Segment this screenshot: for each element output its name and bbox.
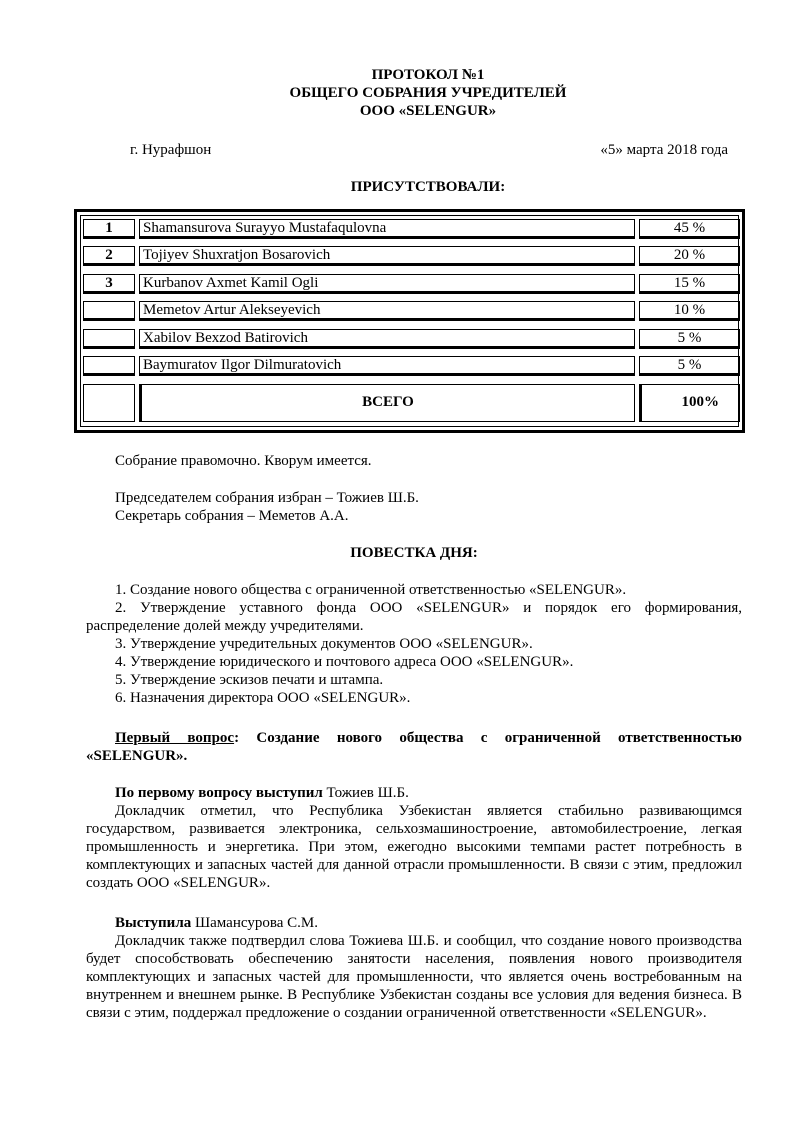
agenda-heading: ПОВЕСТКА ДНЯ: xyxy=(350,545,478,561)
quorum-text: Собрание правомочно. Кворум имеется. xyxy=(115,453,372,469)
secretary-text: Секретарь собрания – Меметов А.А. xyxy=(115,508,349,524)
participant-number: 3 xyxy=(83,274,135,294)
participant-name: Xabilov Bexzod Batirovich xyxy=(139,329,635,349)
participant-share: 20 % xyxy=(639,246,740,266)
agenda-item: 4. Утверждение юридического и почтового адреса ООО «SELENGUR». xyxy=(115,654,574,670)
table-row xyxy=(83,246,736,266)
participant-number: 1 xyxy=(83,219,135,239)
participant-name: Kurbanov Axmet Kamil Ogli xyxy=(139,274,635,294)
total-share: 100% xyxy=(639,384,740,422)
participant-name: Tojiyev Shuxratjon Bosarovich xyxy=(139,246,635,266)
total-number-cell xyxy=(83,384,135,422)
agenda-item: 3. Утверждение учредительных документов ООО «SELENGUR». xyxy=(115,636,533,652)
participant-number xyxy=(83,329,135,349)
participant-name: Shamansurova Surayyo Mustafaqulovna xyxy=(139,219,635,239)
participant-share: 5 % xyxy=(639,356,740,376)
agenda-item: 6. Назначения директора ООО «SELENGUR». xyxy=(115,690,411,706)
first-question xyxy=(86,729,742,765)
table-row xyxy=(83,301,736,321)
speaker1-name: Тожиев Ш.Б. xyxy=(322,785,409,801)
participant-number xyxy=(83,356,135,376)
participants-table xyxy=(74,209,745,433)
first-question-label: Первый вопрос xyxy=(115,730,235,746)
participant-share: 45 % xyxy=(639,219,740,239)
total-label: ВСЕГО xyxy=(139,384,635,422)
table-row xyxy=(83,329,736,349)
agenda-item: 5. Утверждение эскизов печати и штампа. xyxy=(115,672,384,688)
present-heading: ПРИСУТСТВОВАЛИ: xyxy=(350,179,506,195)
participant-number: 2 xyxy=(83,246,135,266)
chairman-text: Председателем собрания избран – Тожиев Ш.Б. xyxy=(115,490,419,506)
table-row xyxy=(83,274,736,294)
speaker2-text: Докладчик также подтвердил слова Тожиева Ш.Б. и сообщил, что создание нового производства будет способствовать обеспечению занятости населения, появления нового производителя комплектующих и запасных частей для промышленности, что является очень востребованным на внутреннем и внешнем рынке. В Республике Узбекистан созданы все условия для ведения бизнеса. В связи с этим, поддержал предложение о создании ограниченной ответственности «SELENGUR». xyxy=(86,933,742,1021)
speaker1-block xyxy=(86,784,742,892)
participant-share: 5 % xyxy=(639,329,740,349)
participant-name: Memetov Artur Alekseyevich xyxy=(139,301,635,321)
place-date-line xyxy=(130,142,728,160)
table-row xyxy=(83,356,736,376)
participant-share: 10 % xyxy=(639,301,740,321)
speaker2-heading xyxy=(86,914,742,932)
speaker2-name: Шамансурова С.М. xyxy=(191,915,318,931)
table-total-row xyxy=(83,384,736,422)
speaker1-heading xyxy=(86,784,742,802)
agenda-item: 2. Утверждение уставного фонда ООО «SELENGUR» и порядок его формирования, распределение долей между учредителями. xyxy=(86,600,742,634)
first-question-text: : Создание нового общества с ограниченной ответственностью «SELENGUR». xyxy=(86,730,743,764)
participant-share: 15 % xyxy=(639,274,740,294)
participant-name: Baymuratov Ilgor Dilmuratovich xyxy=(139,356,635,376)
title-line-2: ОБЩЕГО СОБРАНИЯ УЧРЕДИТЕЛЕЙ xyxy=(289,85,567,101)
document-title xyxy=(0,66,800,120)
speaker2-lead: Выступила xyxy=(115,915,192,931)
speaker1-text: Докладчик отметил, что Республика Узбекистан является стабильно развивающимся государством, развивается электроника, сельхозмашиностроение, автомобилестроение, легкая промышленность и энергетика. При этом, ежегодно высокими темпами растет потребность в комплектующих и запасных частей для данной отрасли промышленности. В связи с этим, предложил создать ООО «SELENGUR». xyxy=(86,803,742,891)
table-row xyxy=(83,219,736,239)
title-line-1: ПРОТОКОЛ №1 xyxy=(371,67,485,83)
participant-number xyxy=(83,301,135,321)
title-line-3: ООО «SELENGUR» xyxy=(359,103,497,119)
agenda-list xyxy=(86,581,742,707)
speaker1-lead: По первому вопросу выступил xyxy=(115,785,323,801)
meeting-date: «5» марта 2018 года xyxy=(600,142,728,158)
agenda-item: 1. Создание нового общества с ограниченной ответственностью «SELENGUR». xyxy=(115,582,627,598)
meeting-place: г. Нурафшон xyxy=(130,142,212,158)
speaker2-block xyxy=(86,914,742,1022)
